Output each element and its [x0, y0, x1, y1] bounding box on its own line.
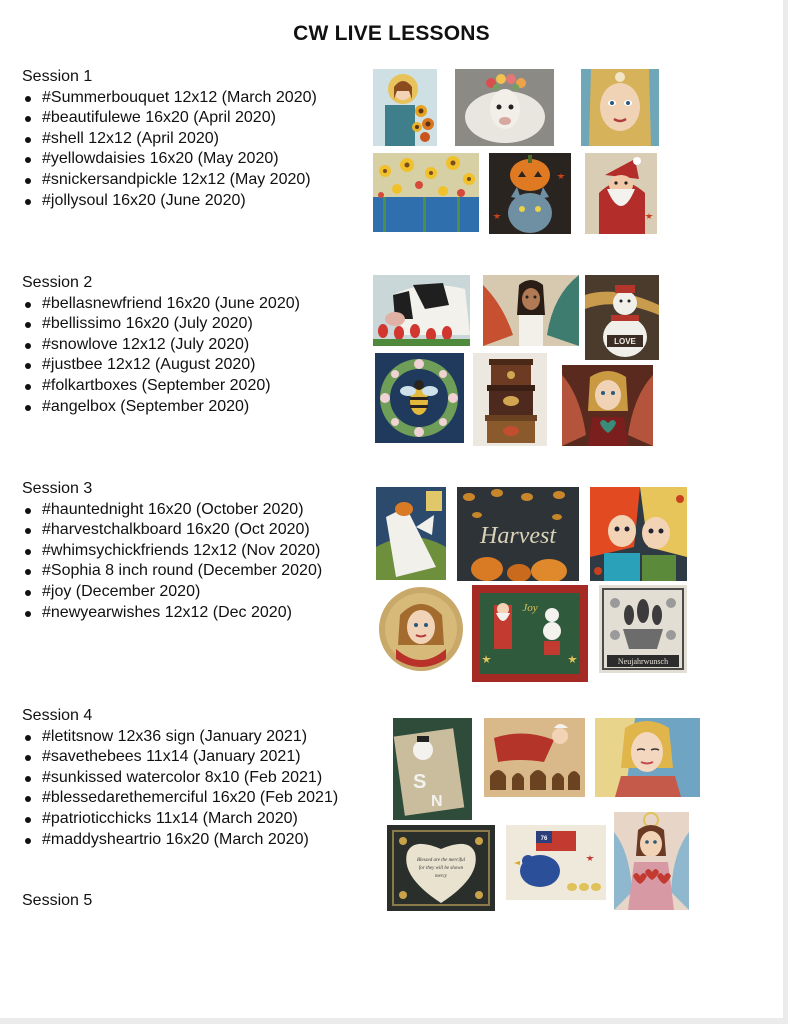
lesson-item: #newyearwishes 12x12 (Dec 2020) [22, 603, 322, 624]
lesson-item: #bellasnewfriend 16x20 (June 2020) [22, 294, 300, 315]
blessed-verse-line-2: for they will be shown [418, 866, 464, 871]
sophia-round-painting [378, 585, 465, 673]
lesson-item: #savethebees 11x14 (January 2021) [22, 747, 338, 768]
lesson-item: #jollysoul 16x20 (June 2020) [22, 191, 317, 212]
joy-script-text: Joy [522, 602, 538, 614]
lesson-item: #yellowdaisies 16x20 (May 2020) [22, 149, 317, 170]
lesson-item: #beautifulewe 16x20 (April 2020) [22, 108, 317, 129]
santa-jolly-soul-painting [585, 153, 657, 234]
love-sign-text: LOVE [614, 337, 636, 346]
session-2-block [22, 273, 300, 417]
lesson-item: #Sophia 8 inch round (December 2020) [22, 561, 322, 582]
svg-text:N: N [431, 793, 443, 810]
lesson-item: #harvestchalkboard 16x20 (Oct 2020) [22, 520, 322, 541]
new-year-wish-caption: Neujahrwunsch [617, 657, 669, 666]
blessed-verse-line-3: mercy [434, 874, 448, 879]
whimsy-chick-friends-painting [590, 487, 687, 581]
pumpkin-and-cat-painting [489, 153, 571, 234]
lesson-list [22, 727, 338, 851]
lesson-item: #hauntednight 16x20 (October 2020) [22, 500, 322, 521]
folk-art-boxes-painting [473, 353, 547, 446]
lesson-item: #snowlove 12x12 (July 2020) [22, 335, 300, 356]
yellow-daisies-painting [373, 153, 479, 232]
session-3-block [22, 479, 322, 623]
session-title: Session 1 [22, 68, 93, 85]
just-bee-wreath-painting [375, 353, 464, 443]
new-year-wishes-painting [599, 585, 687, 673]
haunted-night-painting [376, 487, 446, 580]
session-4-block [22, 706, 338, 850]
harvest-script-text: Harvest [480, 523, 556, 549]
bellissimo-angel-painting [483, 275, 579, 346]
lesson-item: #justbee 12x12 (August 2020) [22, 355, 300, 376]
snowman-love-painting [585, 275, 659, 360]
lesson-list [22, 500, 322, 624]
sunkissed-watercolor-angel-painting [595, 718, 700, 797]
lesson-item: #letitsnow 12x36 sign (January 2021) [22, 727, 338, 748]
angel-box-painting [562, 365, 653, 446]
blessed-verse-line-1: Blessed are the merciful [416, 858, 466, 863]
session-5-block [22, 891, 92, 912]
angel-with-sunflowers-painting [373, 69, 437, 146]
lesson-item: #bellissimo 16x20 (July 2020) [22, 314, 300, 335]
lesson-item: #angelbox (September 2020) [22, 397, 300, 418]
lesson-item: #Summerbouquet 12x12 (March 2020) [22, 88, 317, 109]
lesson-item: #joy (December 2020) [22, 582, 322, 603]
blessed-are-the-merciful-painting [387, 825, 495, 911]
save-the-bees-painting [484, 718, 585, 797]
flag-year-text: 76 [540, 836, 548, 842]
lesson-item: #snickersandpickle 12x12 (May 2020) [22, 170, 317, 191]
patriotic-chicks-painting [506, 825, 606, 900]
lesson-item: #folkartboxes (September 2020) [22, 376, 300, 397]
session-title: Session 2 [22, 274, 93, 291]
lesson-list [22, 294, 300, 418]
lesson-item: #maddysheartrio 16x20 (March 2020) [22, 830, 338, 851]
lesson-item: #blessedarethemerciful 16x20 (Feb 2021) [22, 788, 338, 809]
svg-text:S: S [413, 771, 427, 793]
session-1-block [22, 67, 317, 211]
let-it-snow-sign-painting [393, 718, 472, 820]
cow-with-tulips-painting [373, 275, 470, 346]
session-title: Session 5 [22, 892, 93, 909]
session-title: Session 4 [22, 707, 93, 724]
lesson-item: #patrioticchicks 11x14 (March 2020) [22, 809, 338, 830]
lesson-item: #whimsychickfriends 12x12 (Nov 2020) [22, 541, 322, 562]
page-title: CW LIVE LESSONS [293, 22, 490, 45]
maddys-heart-trio-painting [614, 812, 689, 910]
harvest-chalkboard-painting [457, 487, 579, 581]
lesson-item: #sunkissed watercolor 8x10 (Feb 2021) [22, 768, 338, 789]
shell-girl-portrait-painting [581, 69, 659, 146]
lesson-item: #shell 12x12 (April 2020) [22, 129, 317, 150]
sheep-with-flower-crown-painting [455, 69, 554, 146]
joy-santa-snowman-painting [472, 585, 588, 682]
session-title: Session 3 [22, 480, 93, 497]
lesson-list [22, 88, 317, 212]
